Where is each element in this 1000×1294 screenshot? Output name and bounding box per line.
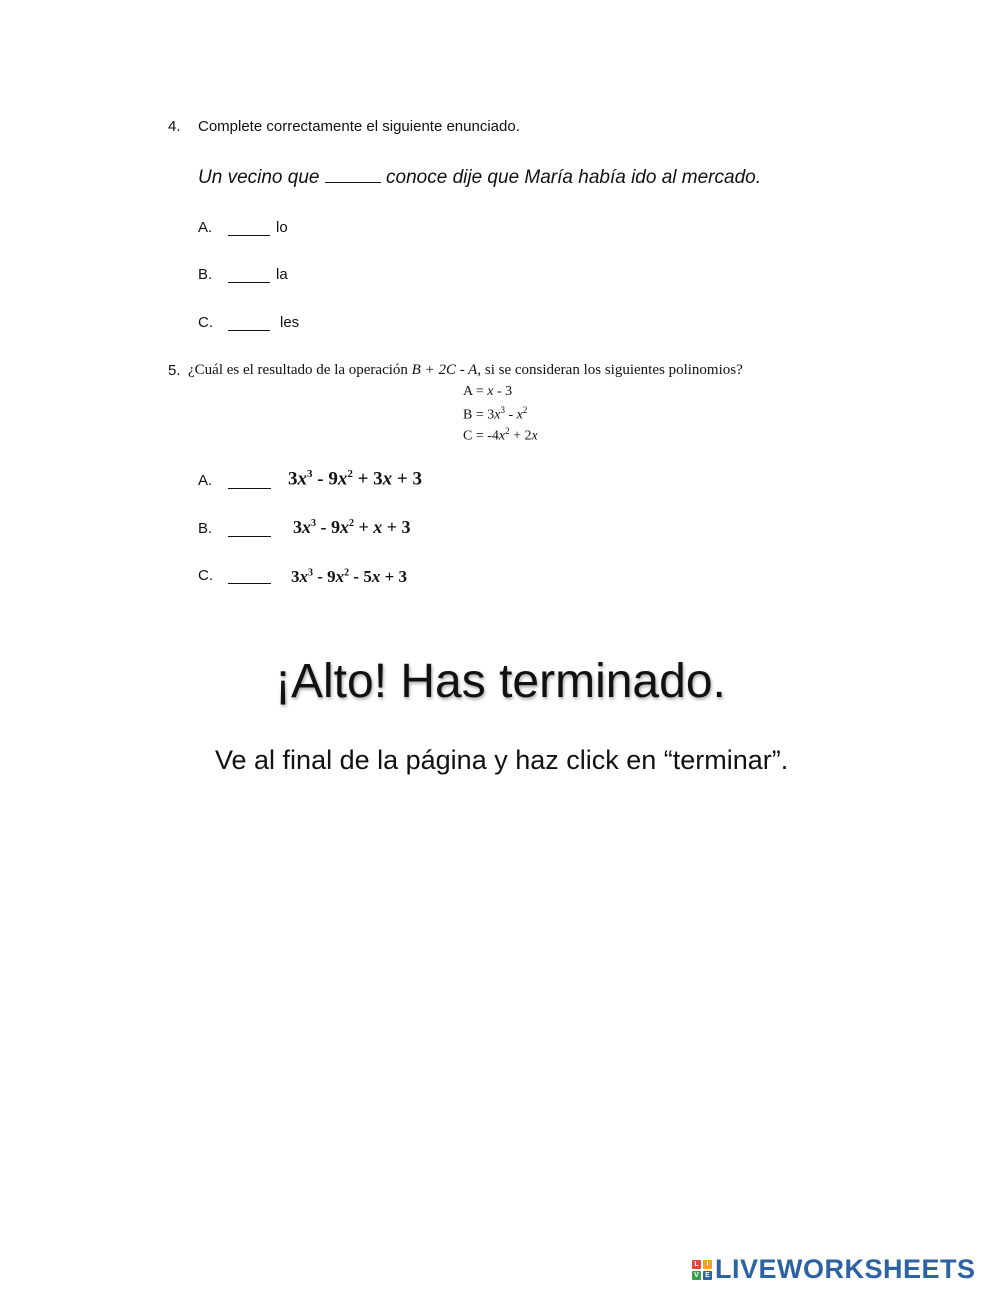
question-5-number: 5. — [168, 362, 181, 379]
def-rest: - 3 — [493, 384, 513, 399]
logo-mark-icon — [692, 1260, 712, 1280]
q5-option-b-blank[interactable] — [228, 522, 271, 537]
q5-option-b-letter: B. — [198, 520, 213, 537]
question-4-prompt: Complete correctamente el siguiente enunciado. — [198, 118, 520, 135]
q5-option-c-letter: C. — [198, 567, 213, 584]
brand-name: LIVEWORKSHEETS — [715, 1254, 976, 1284]
q4-option-b-blank[interactable] — [228, 268, 270, 283]
def-var: x — [487, 384, 494, 399]
liveworksheets-logo — [692, 1254, 976, 1285]
logo-letter: E — [703, 1271, 712, 1280]
q4-option-a — [198, 219, 212, 237]
def-var: x — [494, 407, 501, 423]
def-eq: = — [475, 407, 484, 423]
def-eq: = — [475, 384, 484, 399]
sentence-blank[interactable] — [325, 166, 381, 183]
prompt-operation: B + 2C - A — [411, 362, 478, 378]
question-4-number: 4. — [168, 118, 181, 135]
def-var: x — [516, 407, 523, 423]
def-name: C — [463, 428, 473, 444]
q4-option-a-word: lo — [276, 219, 288, 236]
q4-option-b-word: la — [276, 266, 288, 283]
def-mid: - — [504, 407, 517, 423]
sentence-part-after: conoce dije que María había ido al mercado. — [380, 167, 761, 188]
def-name: A — [463, 384, 473, 399]
definition-c — [463, 426, 538, 445]
prompt-start: ¿Cuál es el resultado de la operación — [188, 362, 412, 378]
def-name: B — [463, 407, 473, 423]
def-exp: 2 — [505, 426, 510, 436]
def-var: x — [498, 428, 506, 444]
q5-option-a-expression: $3x^3 - 9x^2 + 3x + 3$ — [288, 468, 422, 490]
q5-option-c-blank[interactable] — [228, 569, 271, 584]
q5-option-a-letter: A. — [198, 472, 213, 489]
def-mid: + 2 — [509, 428, 532, 444]
q4-option-c — [198, 314, 213, 332]
def-exp: 2 — [522, 405, 528, 415]
q4-option-a-blank[interactable] — [228, 221, 270, 236]
q4-option-c-blank[interactable] — [228, 316, 270, 331]
definition-a — [463, 384, 512, 400]
def-var: x — [531, 428, 538, 444]
logo-letter: V — [692, 1271, 701, 1280]
prompt-end: , si se consideran los siguientes polinomios? — [477, 362, 743, 378]
logo-letter: I — [703, 1260, 712, 1269]
option-letter: C. — [198, 314, 213, 331]
finish-title: ¡Alto! Has terminado. — [275, 655, 726, 708]
def-eq: = — [475, 428, 484, 444]
q5-option-b-expression: $3x^3 - 9x^2 + x + 3$ — [293, 517, 411, 537]
q5-option-a-blank[interactable] — [228, 474, 271, 489]
question-5-prompt — [188, 362, 743, 379]
q4-option-c-word: les — [280, 314, 300, 331]
option-letter: B. — [198, 266, 213, 283]
def-coef: -4 — [487, 428, 499, 444]
option-letter: A. — [198, 219, 213, 236]
definition-b — [463, 405, 527, 424]
sentence-part-before: Un vecino que — [198, 167, 325, 188]
q4-option-b — [198, 266, 212, 284]
def-exp: 3 — [500, 405, 505, 415]
logo-letter: L — [692, 1260, 701, 1269]
def-coef: 3 — [487, 407, 495, 423]
q5-option-c-expression: $3x^3 - 9x^2 - 5x + 3$ — [291, 567, 408, 586]
finish-instruction: Ve al final de la página y haz click en “terminar”. — [215, 745, 789, 775]
question-4-sentence — [198, 166, 761, 189]
